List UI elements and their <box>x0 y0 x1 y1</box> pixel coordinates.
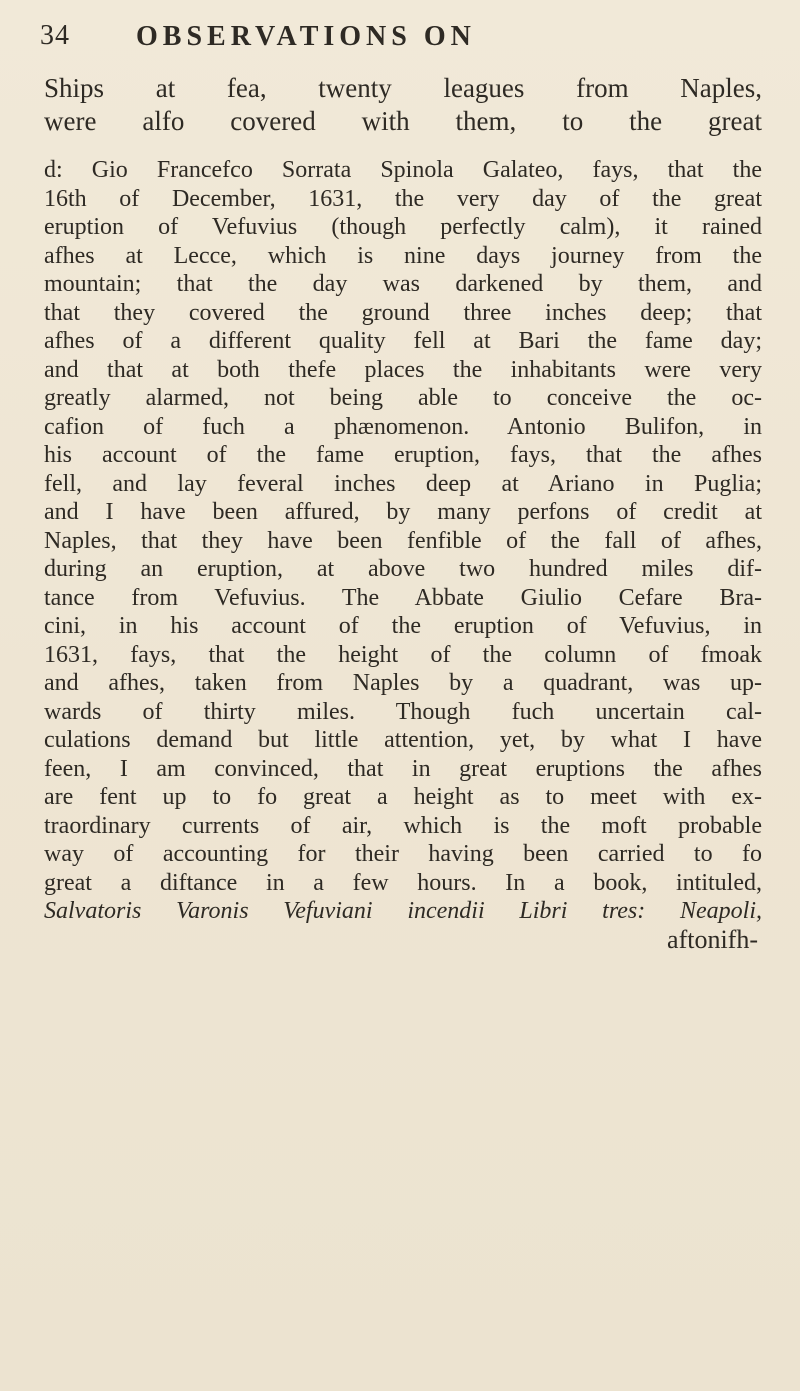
body-text <box>44 72 762 954</box>
text-line: were alfo covered with them, to the great <box>44 106 762 136</box>
page-number: 34 <box>40 20 70 51</box>
text-line: eruption of Vefuvius (though perfectly calm), it rained <box>44 214 762 240</box>
text-line: greatly alarmed, not being able to conceive the oc- <box>44 385 762 411</box>
page-header <box>40 20 780 60</box>
text-line: wards of thirty miles. Though fuch uncertain cal- <box>44 698 762 725</box>
text-line: 1631, fays, that the height of the column of fmoak <box>44 641 762 668</box>
text-line: are fent up to fo great a height as to meet with ex- <box>44 784 762 810</box>
text-line: afhes of a different quality fell at Bari the fame day; <box>44 328 762 354</box>
text-line: great a diftance in a few hours. In a book, intituled, <box>44 869 762 896</box>
text-line: afhes at Lecce, which is nine days journey from the <box>44 242 762 269</box>
text-line: tance from Vefuvius. The Abbate Giulio Cefare Bra- <box>44 584 762 611</box>
text-line: that they covered the ground three inches deep; that <box>44 299 762 326</box>
text-line: Ships at fea, twenty leagues from Naples, <box>44 73 762 103</box>
text-line: and that at both thefe places the inhabitants were very <box>44 356 762 383</box>
text-line: and afhes, taken from Naples by a quadrant, was up- <box>44 670 762 696</box>
text-line: cafion of fuch a phænomenon. Antonio Bulifon, in <box>44 413 762 440</box>
text-line: fell, and lay feveral inches deep at Ariano in Puglia; <box>44 470 762 497</box>
text-line: Salvatoris Varonis Vefuviani incendii Libri tres: Neapoli, <box>44 898 762 924</box>
catchword: aftonifh- <box>667 925 758 954</box>
running-head: OBSERVATIONS ON <box>136 21 476 52</box>
text-line: during an eruption, at above two hundred miles dif- <box>44 556 762 582</box>
text-line: Naples, that they have been fenfible of the fall of afhes, <box>44 527 762 554</box>
text-line: d: Gio Francefco Sorrata Spinola Galateo, fays, that the <box>44 157 762 183</box>
text-line: feen, I am convinced, that in great eruptions the afhes <box>44 755 762 782</box>
text-line: and I have been affured, by many perfons of credit at <box>44 499 762 525</box>
text-line: mountain; that the day was darkened by them, and <box>44 271 762 297</box>
paragraph-gap <box>44 138 762 156</box>
text-line: his account of the fame eruption, fays, that the afhes <box>44 442 762 468</box>
text-line: traordinary currents of air, which is the moft probable <box>44 812 762 839</box>
text-line: way of accounting for their having been carried to fo <box>44 841 762 867</box>
text-line: culations demand but little attention, yet, by what I have <box>44 727 762 753</box>
text-line: cini, in his account of the eruption of Vefuvius, in <box>44 613 762 639</box>
text-line: 16th of December, 1631, the very day of the great <box>44 185 762 212</box>
